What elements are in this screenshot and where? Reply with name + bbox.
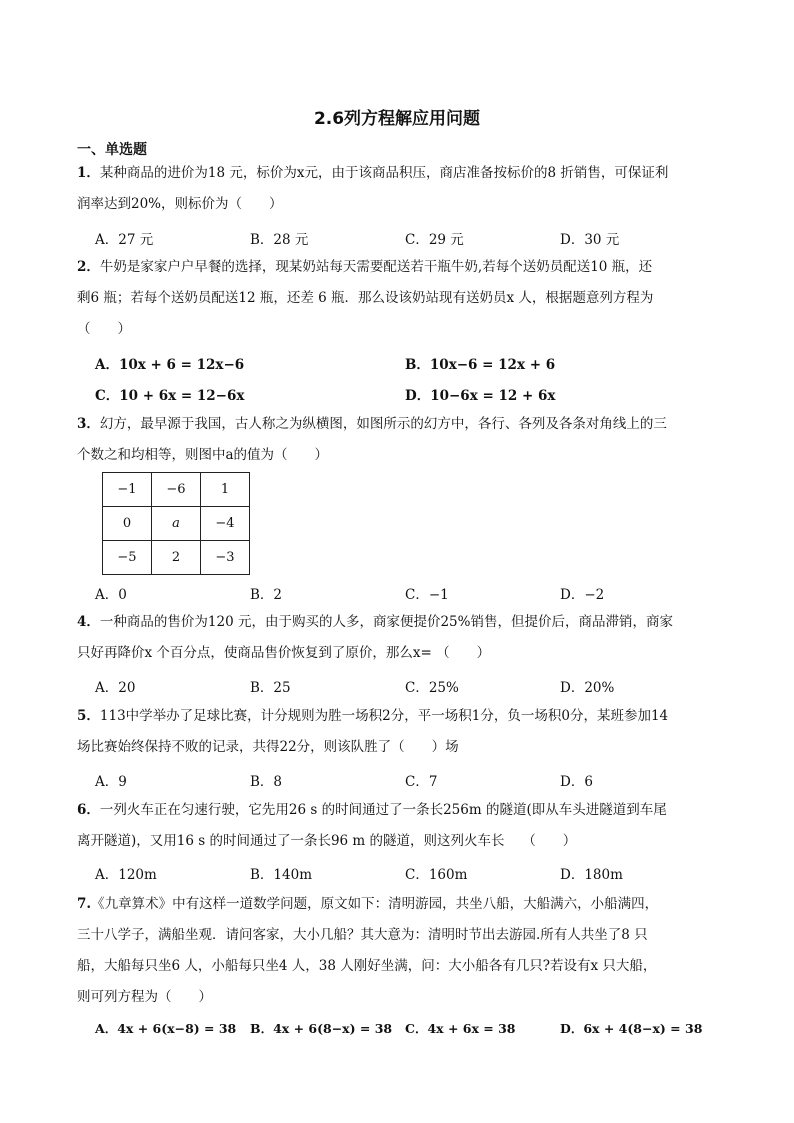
question-4 — [77, 607, 722, 669]
option-c[interactable]: C．−1 — [405, 587, 449, 603]
question-6 — [77, 795, 722, 857]
grid-cell: 1 — [201, 473, 250, 507]
option-d[interactable]: D．10−6x = 12 + 6x — [405, 388, 556, 404]
question-text: 三十八学子，满船坐观．请问客家，大小几船？其大意为：清明时节出去游园.所有人共坐了8 只 — [77, 927, 648, 943]
option-b[interactable]: B．8 — [250, 774, 283, 790]
option-a[interactable]: A．20 — [95, 680, 136, 696]
question-5 — [77, 701, 722, 763]
options-2-row-2 — [95, 384, 735, 406]
option-a[interactable]: A．9 — [95, 774, 127, 790]
option-a[interactable]: A．4x + 6(x−8) = 38 — [95, 1021, 237, 1036]
grid-cell: 0 — [103, 507, 152, 541]
question-number: 4． — [77, 614, 100, 630]
question-text: 场比赛始终保持不败的记录，共得22分，则该队胜了（ ）场 — [77, 739, 459, 755]
option-c[interactable]: C．4x + 6x = 38 — [405, 1021, 516, 1036]
magic-square-grid — [102, 472, 250, 575]
question-number: 1． — [77, 165, 100, 181]
options-7 — [95, 1019, 735, 1041]
question-text: 离开隧道)，又用16 s 的时间通过了一条长96 m 的隧道，则这列火车长 （ ） — [77, 833, 577, 849]
option-c[interactable]: C．25% — [405, 680, 459, 696]
question-number: 7. — [77, 896, 92, 912]
section-heading: 一、单选题 — [77, 142, 147, 158]
grid-cell: 2 — [152, 541, 201, 575]
question-7 — [77, 889, 722, 1013]
option-d[interactable]: D．6x + 4(8−x) = 38 — [560, 1021, 703, 1036]
option-b[interactable]: B．28 元 — [250, 232, 309, 248]
option-c[interactable]: C．29 元 — [405, 232, 464, 248]
option-b[interactable]: B．4x + 6(8−x) = 38 — [250, 1021, 393, 1036]
options-4 — [95, 676, 735, 698]
question-text: 幻方，最早源于我国，古人称之为纵横图，如图所示的幻方中，各行、各列及各条对角线上的三 — [99, 416, 667, 432]
option-b[interactable]: B．25 — [250, 680, 291, 696]
question-text: 只好再降价x 个百分点，使商品售价恢复到了原价，那么x= （ ） — [77, 645, 491, 661]
option-b[interactable]: B．2 — [250, 587, 283, 603]
options-2-row-1 — [95, 353, 735, 375]
options-5 — [95, 770, 735, 792]
question-text: 润率达到20%，则标价为（ ） — [77, 196, 283, 212]
grid-cell: −1 — [103, 473, 152, 507]
question-2 — [77, 252, 722, 345]
question-number: 3． — [77, 416, 100, 432]
question-text: 一列火车正在匀速行驶，它先用26 s 的时间通过了一条长256m 的隧道(即从车头进隧道到车尾 — [99, 802, 667, 818]
options-3 — [95, 583, 735, 605]
page-title: 2.6列方程解应用问题 — [313, 109, 481, 129]
question-text: 一种商品的售价为120 元，由于购买的人多，商家便提价25%销售，但提价后，商品滞销，商家 — [99, 614, 673, 630]
option-c[interactable]: C．10 + 6x = 12−6x — [95, 388, 245, 404]
grid-cell: −4 — [201, 507, 250, 541]
options-1 — [95, 228, 735, 250]
question-text: 牛奶是家家户户早餐的选择，现某奶站每天需要配送若干瓶牛奶,若每个送奶员配送10 瓶，还 — [99, 259, 653, 275]
question-text: 113中学举办了足球比赛，计分规则为胜一场积2分，平一场积1分，负一场积0分，某班参加14 — [99, 708, 669, 724]
question-text: 则可列方程为（ ） — [77, 989, 212, 1005]
option-a[interactable]: A．10x + 6 = 12x−6 — [95, 357, 245, 373]
option-a[interactable]: A．0 — [95, 587, 127, 603]
option-b[interactable]: B．140m — [250, 867, 312, 883]
question-number: 5． — [77, 708, 100, 724]
question-text: （ ） — [77, 321, 131, 337]
options-6 — [95, 863, 735, 885]
option-d[interactable]: D．6 — [560, 774, 593, 790]
option-a[interactable]: A．27 元 — [95, 232, 154, 248]
option-b[interactable]: B．10x−6 = 12x + 6 — [405, 357, 556, 373]
question-number: 2． — [77, 259, 100, 275]
option-d[interactable]: D．30 元 — [560, 232, 620, 248]
option-c[interactable]: C．160m — [405, 867, 468, 883]
question-text: 船，大船每只坐6 人，小船每只坐4 人，38 人刚好坐满，问：大小船各有几只?若设有x 只大船， — [77, 958, 657, 974]
option-d[interactable]: D．180m — [560, 867, 623, 883]
question-text: 剩6 瓶；若每个送奶员配送12 瓶，还差 6 瓶．那么设该奶站现有送奶员x 人，根据题意列方程为 — [77, 290, 654, 306]
question-text: 某种商品的进价为18 元，标价为x元，由于该商品积压，商店准备按标价的8 折销售，可保证利 — [99, 165, 669, 181]
question-text: 《九章算术》中有这样一道数学问题，原文如下：清明游园，共坐八船，大船满六，小船满四， — [91, 896, 659, 912]
grid-cell: −3 — [201, 541, 250, 575]
option-a[interactable]: A．120m — [95, 867, 157, 883]
grid-cell: −5 — [103, 541, 152, 575]
question-number: 6． — [77, 802, 100, 818]
option-d[interactable]: D．20% — [560, 680, 615, 696]
grid-cell: −6 — [152, 473, 201, 507]
question-3 — [77, 409, 722, 471]
grid-cell: a — [152, 507, 201, 541]
option-d[interactable]: D．−2 — [560, 587, 605, 603]
option-c[interactable]: C．7 — [405, 774, 438, 790]
question-text: 个数之和均相等，则图中a的值为（ ） — [77, 447, 329, 463]
question-1 — [77, 158, 722, 220]
